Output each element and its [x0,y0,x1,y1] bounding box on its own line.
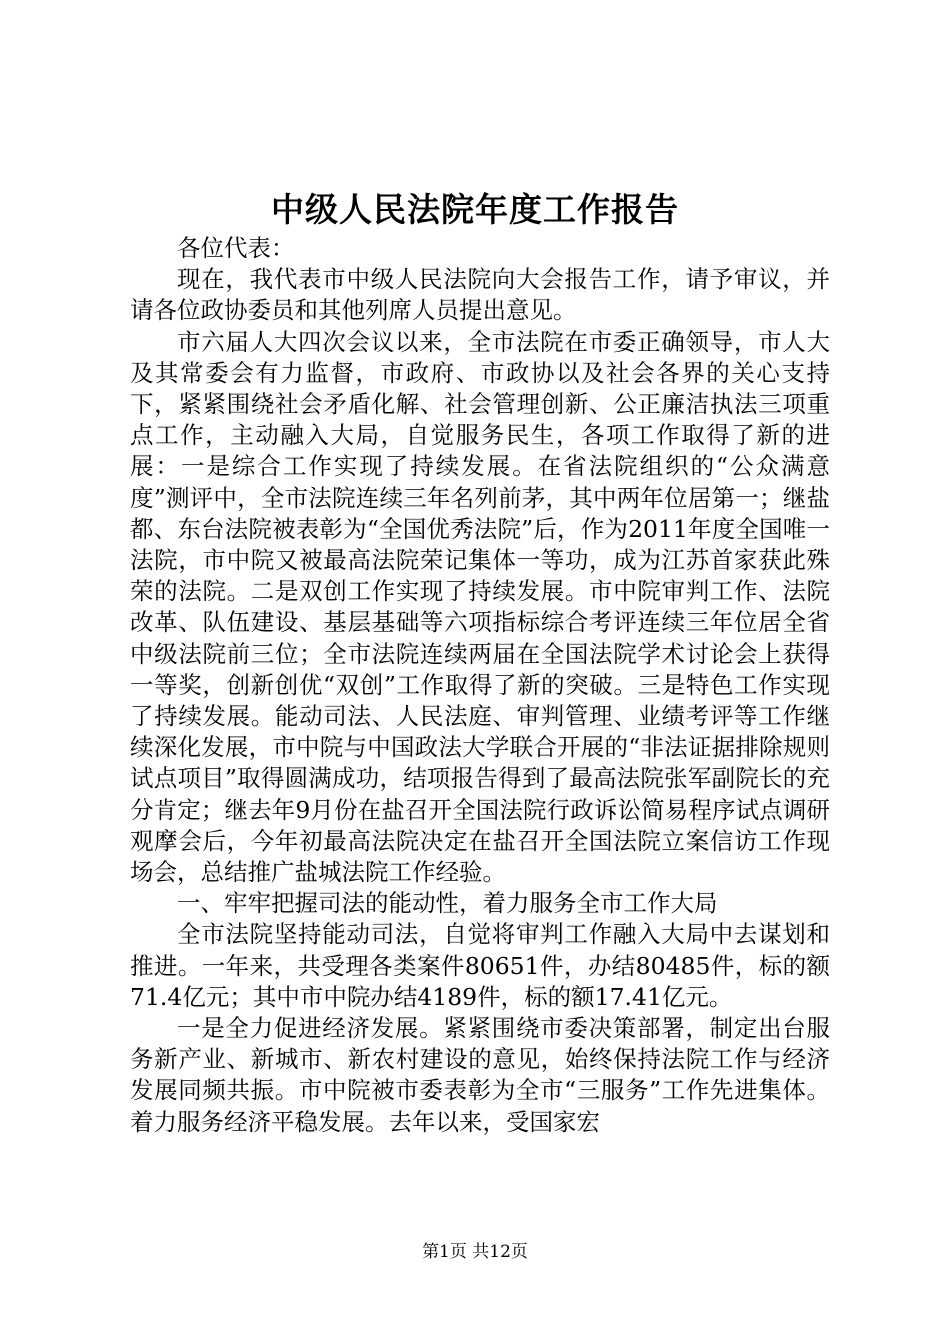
section-heading-1: 一、牢牢把握司法的能动性，着力服务全市工作大局 [177,889,718,918]
document-body [130,233,830,1138]
paragraph-economy: 一是全力促进经济发展。紧紧围绕市委决策部署，制定出台服务新产业、新城市、新农村建设的意见，始终保持法院工作与经济发展同频共振。市中院被市委表彰为全市“三服务”工作先进集体。着力服务经济平稳发展。去年以来，受国家宏 [130,1014,830,1136]
paragraph-salutation: 各位代表： [177,234,295,262]
document-title: 中级人民法院年度工作报告 [271,190,679,229]
paragraph-caseload: 全市法院坚持能动司法，自觉将审判工作融入大局中去谋划和推进。一年来，共受理各类案件80651件，办结80485件，标的额71.4亿元；其中市中院办结4189件，标的额17.41亿元。 [130,920,830,1011]
page-number: 第1页 共12页 [422,1242,528,1262]
paragraph-summary: 市六届人大四次会议以来，全市法院在市委正确领导，市人大及其常委会有力监督，市政府、市政协以及社会各界的关心支持下，紧紧围绕社会矛盾化解、社会管理创新、公正廉洁执法三项重点工作，主动融入大局，自觉服务民生，各项工作取得了新的进展：一是综合工作实现了持续发展。在省法院组织的“公众满意度”测评中，全市法院连续三年名列前茅，其中两年位居第一；继盐都、东台法院被表彰为“全国优秀法院”后，作为2011年度全国唯一法院，市中院又被最高法院荣记集体一等功，成为江苏首家获此殊荣的法院。二是双创工作实现了持续发展。市中院审判工作、法院改革、队伍建设、基层基础等六项指标综合考评连续三年位居全省中级法院前三位；全市法院连续两届在全国法院学术讨论会上获得一等奖，创新创优“双创”工作取得了新的突破。三是特色工作实现了持续发展。能动司法、人民法庭、审判管理、业绩考评等工作继续深化发展，市中院与中国政法大学联合开展的“非法证据排除规则试点项目”取得圆满成功，结项报告得到了最高法院张军副院长的充分肯定；继去年9月份在盐召开全国法院行政诉讼简易程序试点调研观摩会后，今年初最高法院决定在盐召开全国法院立案信访工作现场会，总结推广盐城法院工作经验。 [130,327,830,887]
paragraph-intro: 现在，我代表市中级人民法院向大会报告工作，请予审议，并请各位政协委员和其他列席人员提出意见。 [130,265,830,325]
